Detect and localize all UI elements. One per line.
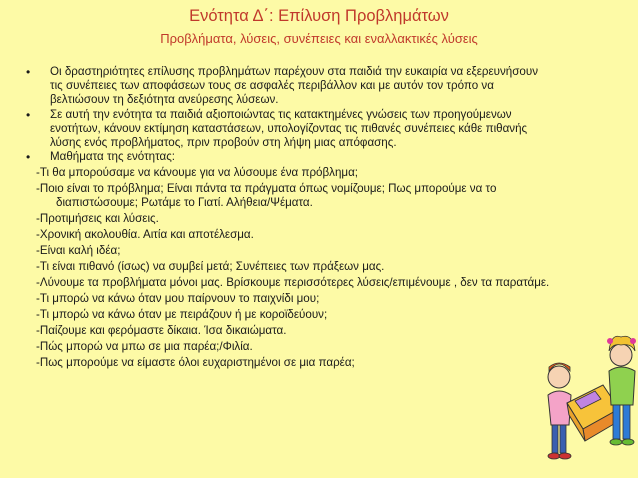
bullet-dot: • bbox=[26, 65, 31, 79]
bullet-item bbox=[26, 107, 550, 151]
lesson-item: -Παίζουμε και φερόμαστε δίκαια. Ίσα δικαιώματα. bbox=[36, 324, 287, 338]
bullet-item bbox=[26, 65, 550, 108]
bullet-text: Μαθήματα της ενότητας: bbox=[50, 150, 176, 164]
bullet-text: Σε αυτή την ενότητα τα παιδιά αξιοποιώντας τις κατακτημένες γνώσεις των προηγούμενων ενοτήτων, κάνουν εκτίμηση καταστάσεων, υπολογίζοντας τις πιθανές συνέπειες κάθε πιθανής λύσης ενός προβλήματος, πριν προβούν στη λήψη μιας απόφασης. bbox=[50, 107, 528, 150]
slide-subtitle: Προβλήματα, λύσεις, συνέπειες και εναλλακτικές λύσεις bbox=[160, 31, 478, 46]
lesson-item: -Τι θα μπορούσαμε να κάνουμε για να λύσουμε ένα πρόβλημα; bbox=[36, 166, 359, 180]
bullet-item bbox=[26, 150, 550, 165]
lesson-item: -Προτιμήσεις και λύσεις. bbox=[36, 212, 159, 226]
child-left-figure bbox=[548, 363, 571, 459]
child-right-figure bbox=[607, 336, 636, 445]
lesson-item: -Ποιο είναι το πρόβλημα; Είναι πάντα τα πράγματα όπως νομίζουμε; Πως μπορούμε να το διαπιστώσουμε; Ρωτάμε το Γιατί. Αλήθεια/Ψέματα. bbox=[36, 182, 497, 210]
slide-title: Ενότητα Δ΄: Επίλυση Προβλημάτων bbox=[189, 7, 449, 25]
lesson-item: -Τι μπορώ να κάνω όταν με πειράζουν ή με κοροϊδεύουν; bbox=[36, 308, 328, 322]
bullet-dot: • bbox=[26, 107, 31, 122]
lesson-item: -Χρονική ακολουθία. Αιτία και αποτέλεσμα. bbox=[36, 228, 254, 242]
lesson-item: -Τι είναι πιθανό (ίσως) να συμβεί μετά; Συνέπειες των πράξεων μας. bbox=[36, 260, 385, 274]
lesson-item: -Τι μπορώ να κάνω όταν μου παίρνουν το παιχνίδι μου; bbox=[36, 292, 320, 306]
lesson-item: -Πώς μπορώ να μπω σε μια παρέα;/Φιλία. bbox=[36, 340, 253, 354]
lesson-item: -Είναι καλή ιδέα; bbox=[36, 244, 121, 258]
lesson-item: -Πως μπορούμε να είμαστε όλοι ευχαριστημένοι σε μια παρέα; bbox=[36, 356, 355, 370]
two-children-carrying-box-icon bbox=[545, 325, 638, 475]
bullet-text: Οι δραστηριότητες επίλυσης προβλημάτων παρέχουν στα παιδιά την ευκαιρία να εξερευνήσουν τις συνέπειες των αποφάσεων τους σε ασφαλές περιβάλλον και με αυτόν τον τρόπο να βελτιώσουν τη δεξιότητα ανεύρεσης λύσεων. bbox=[50, 65, 538, 107]
bullet-dot: • bbox=[26, 150, 31, 165]
lesson-item: -Λύνουμε τα προβλήματα μόνοι μας. Βρίσκουμε περισσότερες λύσεις/επιμένουμε , δεν τα παρατάμε. bbox=[36, 276, 550, 290]
slide-body bbox=[26, 65, 550, 371]
